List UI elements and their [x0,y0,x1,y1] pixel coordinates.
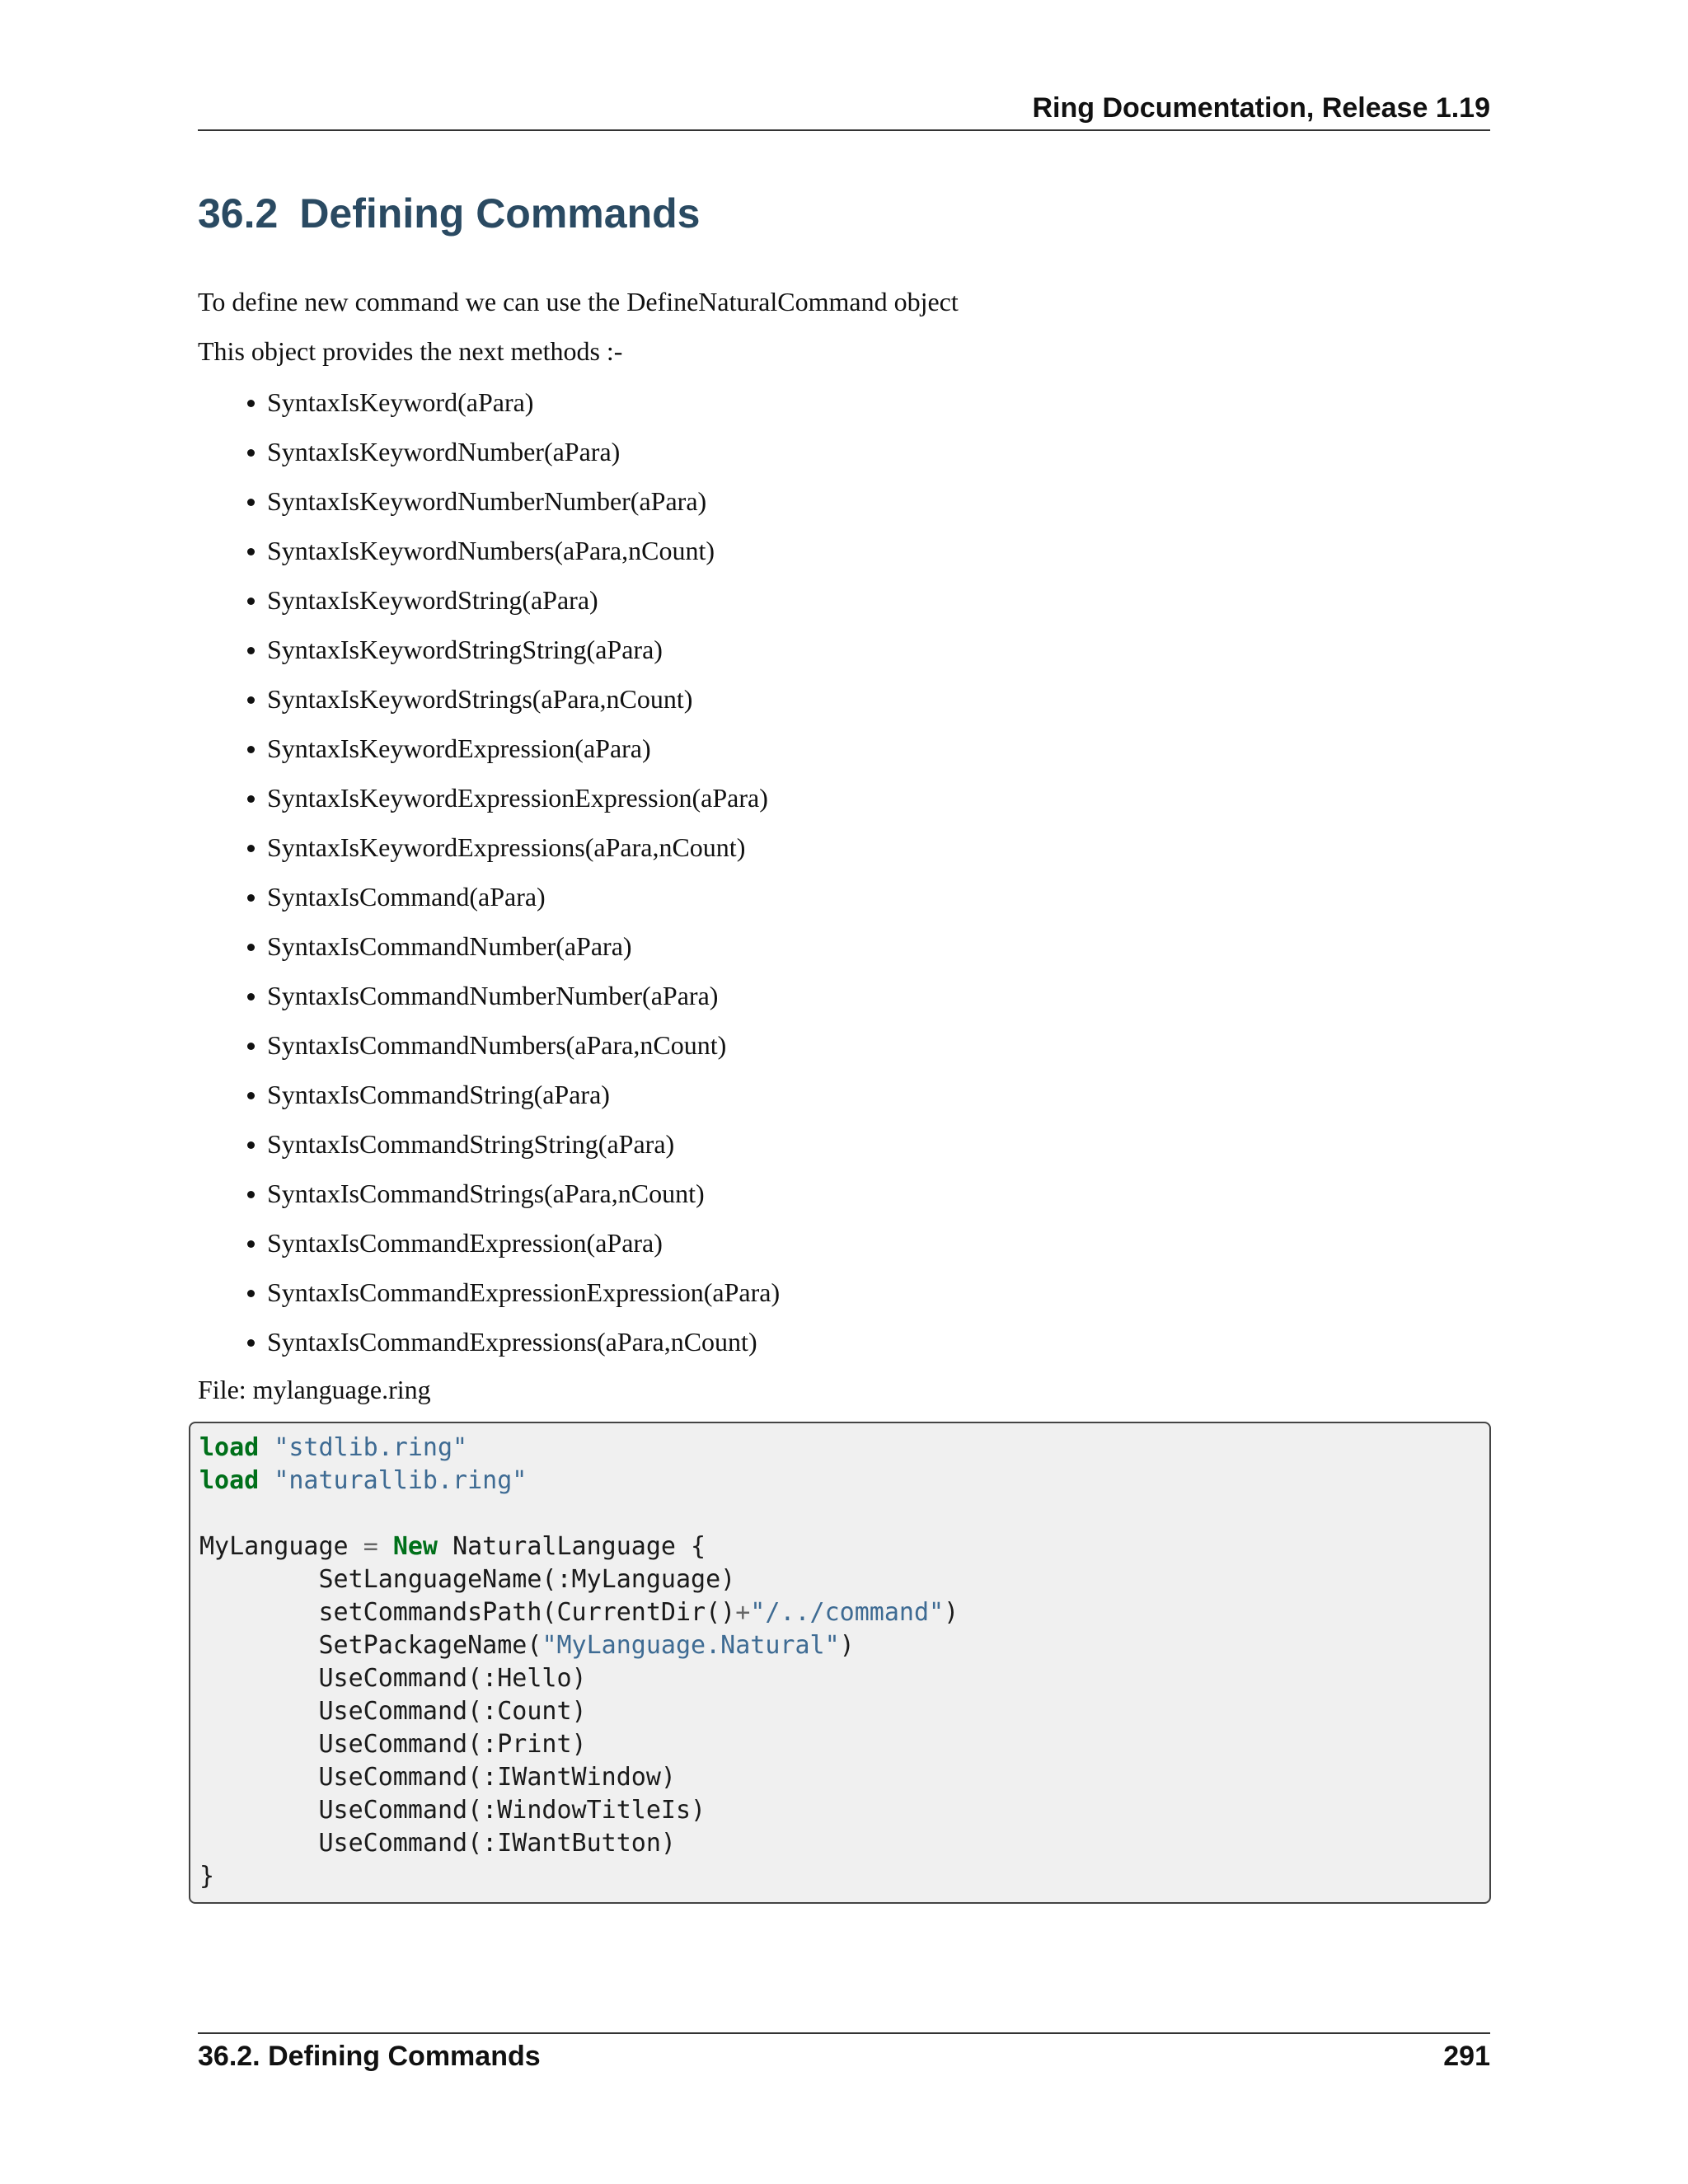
running-header: Ring Documentation, Release 1.19 [1032,92,1490,124]
code-text: SetPackageName( [318,1631,542,1660]
section-number: 36.2 [198,190,279,237]
list-item: SyntaxIsKeywordExpressionExpression(aPara) [198,781,780,831]
list-item: SyntaxIsCommandNumbers(aPara,nCount) [198,1029,780,1078]
code-text: UseCommand(:WindowTitleIs) [318,1796,706,1825]
list-item: SyntaxIsCommandStringString(aPara) [198,1127,780,1177]
page-number: 291 [1443,2041,1490,2072]
code-keyword: load [199,1433,260,1462]
code-text: UseCommand(:Count) [318,1697,587,1726]
code-text: } [199,1862,215,1891]
list-item: SyntaxIsKeywordNumber(aPara) [198,435,780,485]
methods-intro-paragraph: This object provides the next methods :- [198,336,623,366]
code-text: UseCommand(:IWantWindow) [318,1763,676,1792]
list-item: SyntaxIsCommand(aPara) [198,880,780,930]
code-text: UseCommand(:IWantButton) [318,1829,676,1858]
code-text: SetLanguageName(:MyLanguage) [318,1565,736,1594]
footer-section-ref: 36.2. Defining Commands [198,2041,541,2072]
code-keyword: New [392,1532,438,1561]
list-item: SyntaxIsKeywordExpression(aPara) [198,732,780,781]
code-text: NaturalLanguage { [452,1532,706,1561]
code-string: "MyLanguage.Natural" [542,1631,840,1660]
code-text: ) [839,1631,855,1660]
code-text: ) [944,1598,959,1627]
code-listing [199,1432,1489,1893]
code-operator: = [363,1532,378,1561]
section-title [198,190,700,237]
code-identifier: MyLanguage [199,1532,349,1561]
code-string: "/../command" [750,1598,945,1627]
header-rule [198,129,1490,131]
list-item: SyntaxIsCommandExpressions(aPara,nCount) [198,1325,780,1375]
list-item: SyntaxIsCommandString(aPara) [198,1078,780,1127]
list-item: SyntaxIsKeywordNumbers(aPara,nCount) [198,534,780,583]
methods-list [198,386,780,1375]
code-operator: + [735,1598,751,1627]
code-text: UseCommand(:Hello) [318,1664,587,1693]
code-text: setCommandsPath(CurrentDir() [318,1598,736,1627]
code-string: "naturallib.ring" [274,1466,528,1495]
list-item: SyntaxIsKeywordStringString(aPara) [198,633,780,682]
intro-paragraph: To define new command we can use the DefineNaturalCommand object [198,287,959,316]
list-item: SyntaxIsKeyword(aPara) [198,386,780,435]
list-item: SyntaxIsKeywordNumberNumber(aPara) [198,485,780,534]
list-item: SyntaxIsCommandExpressionExpression(aPara) [198,1276,780,1325]
list-item: SyntaxIsKeywordStrings(aPara,nCount) [198,682,780,732]
list-item: SyntaxIsCommandNumber(aPara) [198,930,780,979]
code-text: UseCommand(:Print) [318,1730,587,1759]
section-title-text: Defining Commands [299,190,701,237]
list-item: SyntaxIsCommandNumberNumber(aPara) [198,979,780,1029]
list-item: SyntaxIsCommandStrings(aPara,nCount) [198,1177,780,1226]
list-item: SyntaxIsCommandExpression(aPara) [198,1226,780,1276]
footer-rule [198,2032,1490,2034]
file-label: File: mylanguage.ring [198,1375,431,1404]
code-block[interactable] [189,1422,1491,1904]
list-item: SyntaxIsKeywordString(aPara) [198,583,780,633]
list-item: SyntaxIsKeywordExpressions(aPara,nCount) [198,831,780,880]
code-string: "stdlib.ring" [274,1433,468,1462]
code-keyword: load [199,1466,260,1495]
